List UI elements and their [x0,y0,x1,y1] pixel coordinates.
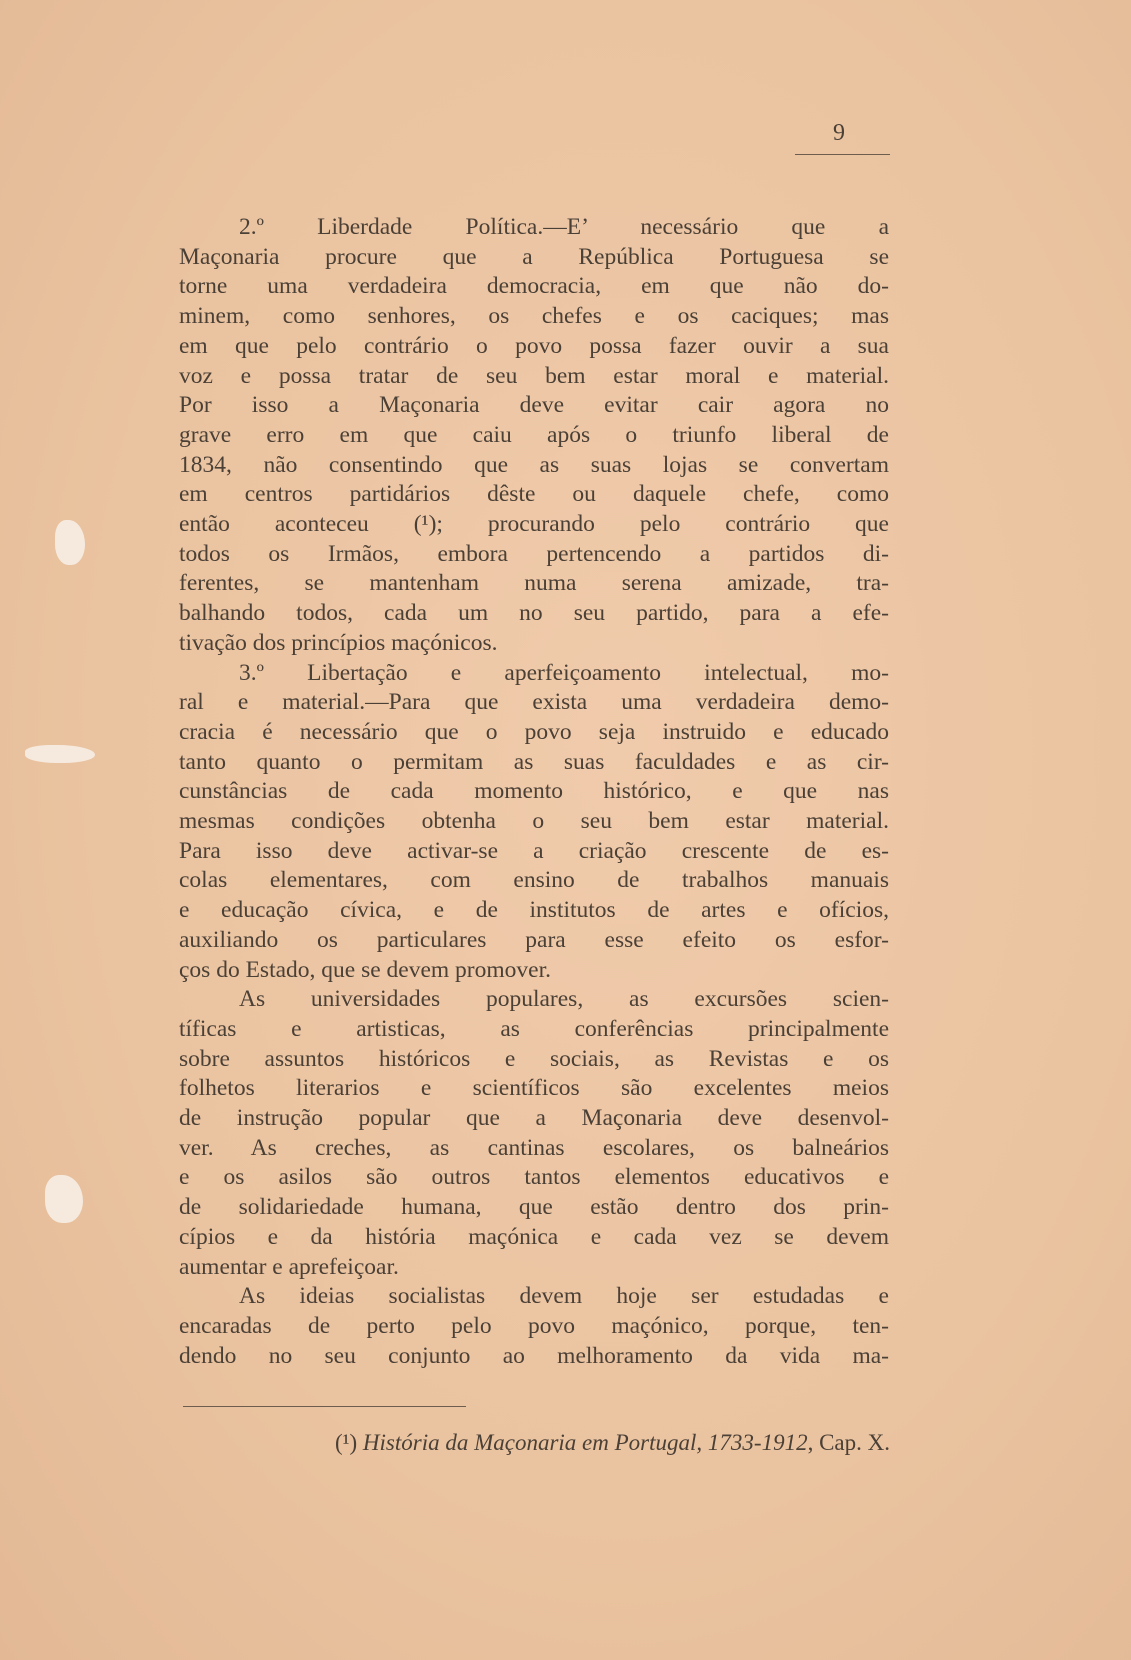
text-line: torne uma verdadeira democracia, em que não do- [179,273,889,300]
text-line: ços do Estado, que se devem promover. [179,956,551,983]
text-line: ferentes, se mantenham numa serena amizade, tra- [179,570,889,597]
text-line: grave erro em que caiu após o triunfo liberal de [179,421,889,448]
text-line: voz e possa tratar de seu bem estar moral e material. [179,362,889,389]
text-line: aumentar e aprefeiçoar. [179,1253,399,1280]
text-line: Maçonaria procure que a República Portuguesa se [179,243,889,270]
text-line: 1834, não consentindo que as suas lojas se convertam [179,451,889,478]
text-line: Para isso deve activar-se a criação crescente de es- [179,837,889,864]
text-line: balhando todos, cada um no seu partido, para a efe- [179,600,889,627]
text-line: minem, como senhores, os chefes e os caciques; mas [179,303,889,330]
text-line: de instrução popular que a Maçonaria deve desenvol- [179,1105,889,1131]
text-line: tanto quanto o permitam as suas faculdades e as cir- [179,748,889,775]
page-damage-mark [55,520,85,565]
footnote-rule [183,1406,466,1407]
text-line: então aconteceu (¹); procurando pelo contrário que [179,511,889,537]
text-line: em centros partidários dêste ou daquele chefe, como [179,481,889,508]
text-line: cracia é necessário que o povo seja instruido e educado [179,718,889,745]
footnote [240,1430,890,1456]
text-line: 3.º Libertação e aperfeiçoamento intelectual, mo- [239,659,889,686]
text-line: tivação dos princípios maçónicos. [179,629,498,656]
text-line: ral e material.—Para que exista uma verdadeira demo- [179,689,889,716]
text-line: cípios e da história maçónica e cada vez se devem [179,1223,889,1250]
text-line: auxiliando os particulares para esse efeito os esfor- [179,926,889,953]
text-line: folhetos literarios e scientíficos são excelentes meios [179,1075,889,1102]
text-line: 2.º Liberdade Política.—E’ necessário que a [239,214,889,240]
text-line: tíficas e artisticas, as conferências principalmente [179,1015,889,1042]
text-line: sobre assuntos históricos e sociais, as Revistas e os [179,1045,889,1072]
text-line: mesmas condições obtenha o seu bem estar material. [179,808,889,834]
footnote-title: História da Maçonaria em Portugal, 1733-1912 [362,1430,808,1455]
footnote-marker: (¹) [334,1430,358,1455]
text-line: e os asilos são outros tantos elementos educativos e [179,1164,889,1191]
text-line: em que pelo contrário o povo possa fazer ouvir a sua [179,332,889,359]
text-line: Por isso a Maçonaria deve evitar cair agora no [179,392,889,419]
page-number-rule [795,154,890,155]
text-line: As ideias socialistas devem hoje ser estudadas e [239,1283,889,1310]
footnote-reference: , Cap. X. [807,1430,890,1455]
text-line: e educação cívica, e de institutos de artes e ofícios, [179,897,889,924]
page-damage-mark [25,745,95,763]
text-line: dendo no seu conjunto ao melhoramento da vida ma- [179,1342,889,1369]
text-line: colas elementares, com ensino de trabalhos manuais [179,867,889,894]
text-line: As universidades populares, as excursões scien- [239,986,889,1013]
text-line: todos os Irmãos, embora pertencendo a partidos di- [179,540,889,567]
text-line: ver. As creches, as cantinas escolares, os balneários [179,1134,889,1161]
text-line: encaradas de perto pelo povo maçónico, porque, ten- [179,1312,889,1339]
text-line: de solidariedade humana, que estão dentro dos prin- [179,1194,889,1221]
text-line: cunstâncias de cada momento histórico, e que nas [179,778,889,805]
page-damage-mark [45,1175,83,1223]
page-number: 9 [833,120,845,146]
